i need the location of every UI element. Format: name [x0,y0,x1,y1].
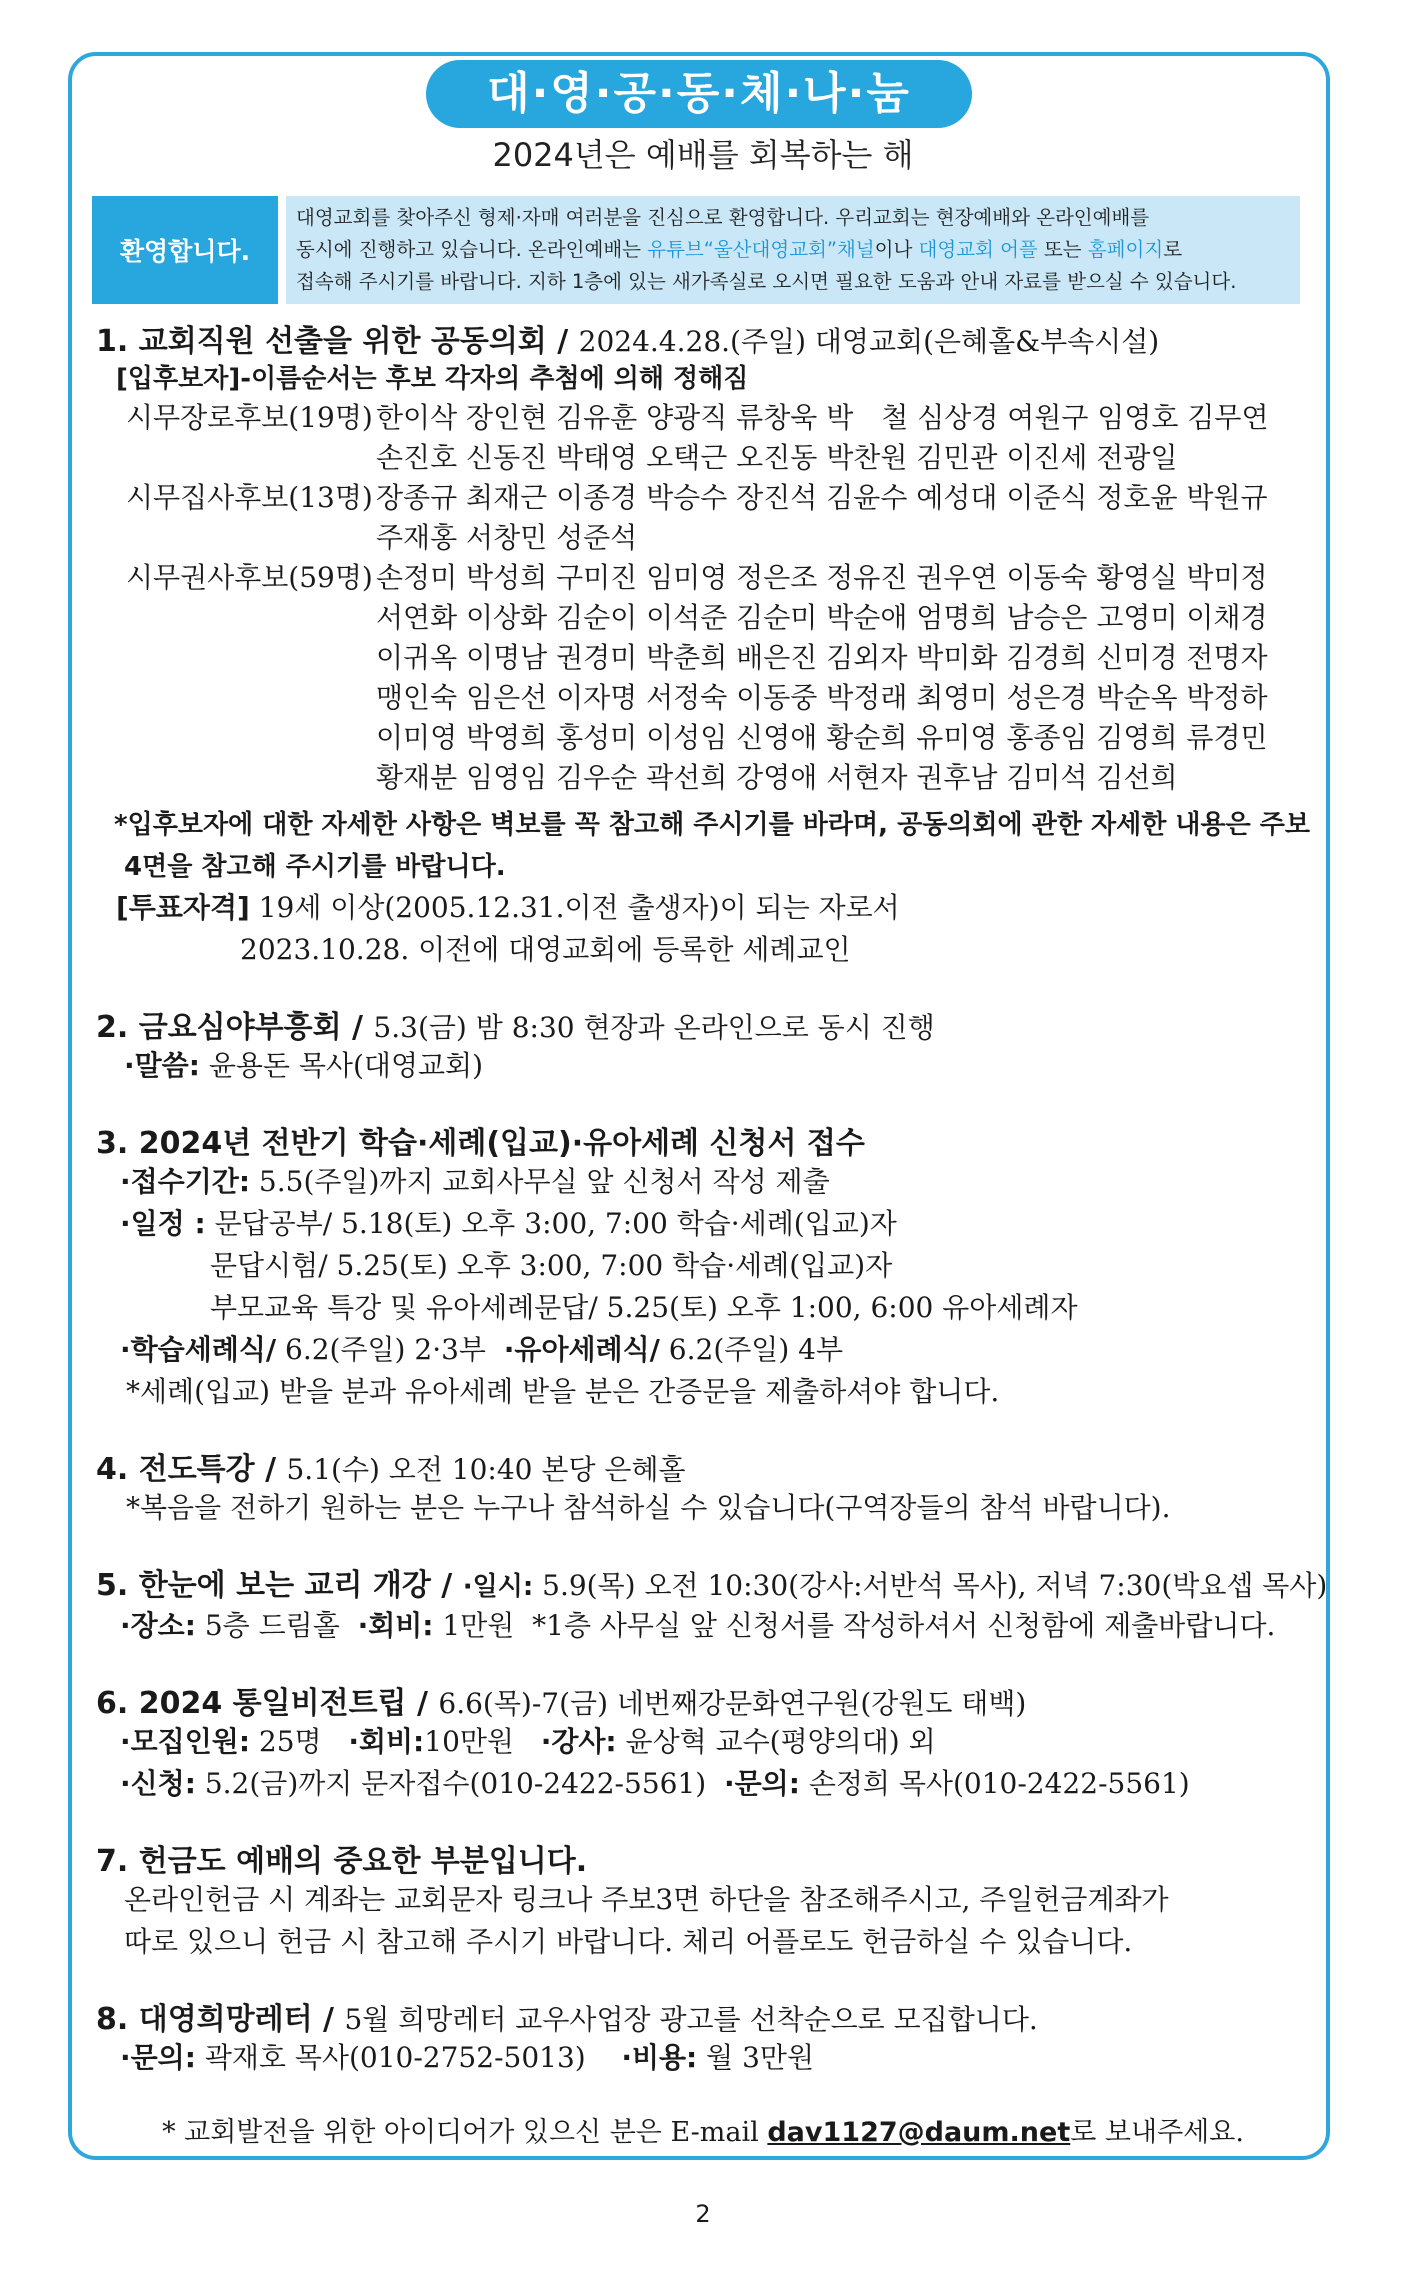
welcome-text-part: 이나 [874,238,919,261]
lecturer-text: 윤상혁 교수(평양의대) 외 [616,1725,936,1758]
schedule-label: ·일정 : [120,1207,206,1240]
section-5-place [120,1604,1275,1644]
welcome-text-part: 로 [1163,238,1183,261]
welcome-line: 대영교회를 찾아주신 형제·자매 여러분을 진심으로 환영합니다. 우리교회는 현장예배와 온라인예배를 [296,206,1150,229]
kwonsa-names-2: 서연화 이상화 김순이 이석준 김순미 박순애 엄명희 남승은 고영미 이채경 [376,601,1268,634]
speaker-name: 윤용돈 목사(대영교회) [199,1049,484,1082]
ceremony-label: ·학습세례식/ [120,1333,277,1366]
lecturer-label: ·강사: [540,1725,617,1758]
section-3-note: *세례(입교) 받을 분과 유아세례 받을 분은 간증문을 제출하셔야 합니다. [126,1375,1000,1408]
section-4-title [96,1444,686,1488]
section-6-heading: 6. 2024 통일비전트립 / [96,1686,439,1721]
page-title: 대·영·공·동·체·나·눔 [426,60,972,128]
apply-text: 5.2(금)까지 문자접수(010-2422-5561) [195,1767,707,1800]
contact-text: 곽재호 목사(010-2752-5013) [195,2041,586,2074]
vote-text-2: 2023.10.28. 이전에 대영교회에 등록한 세례교인 [240,933,851,966]
welcome-text-part: 또는 [1037,238,1088,261]
section-7-line-1: 온라인헌금 시 계좌는 교회문자 링크나 주보3면 하단을 참조해주시고, 주일헌금계좌가 [124,1883,1169,1916]
section-3-title: 3. 2024년 전반기 학습·세례(입교)·유아세례 신청서 접수 [96,1126,865,1161]
welcome-line: 접속해 주시기를 바랍니다. 지하 1층에 있는 새가족실로 오시면 필요한 도움과 안내 자료를 받으실 수 있습니다. [296,270,1237,293]
section-8-contact [120,2036,814,2076]
welcome-text-part: 동시에 진행하고 있습니다. 온라인예배는 [296,238,648,261]
section-3-schedule-1 [120,1202,897,1242]
vote-text-1: 19세 이상(2005.12.31.이전 출생자)이 되는 자로서 [249,891,900,924]
welcome-label: 환영합니다. [92,196,278,304]
deacon-label: 시무집사후보(13명) [126,481,373,514]
place-text: 5층 드림홀 [195,1609,340,1642]
contact-label: ·문의: [724,1767,800,1800]
page-number: 2 [695,2200,711,2228]
vote-qualification [116,886,900,926]
section-7-title: 7. 헌금도 예배의 중요한 부분입니다. [96,1844,588,1879]
youtube-channel-link[interactable]: 유튜브“울산대영교회”채널 [647,238,875,261]
schedule-text-1: 문답공부/ 5.18(토) 오후 3:00, 7:00 학습·세례(입교)자 [205,1207,897,1240]
footer-text: * 교회발전을 위한 아이디어가 있으신 분은 E-mail [162,2117,768,2148]
recruit-text: 25명 [250,1725,322,1758]
vote-label: [투표자격] [116,891,250,924]
section-2-heading: 2. 금요심야부흥회 / [96,1010,374,1045]
deacon-names-1: 장종규 최재근 이종경 박승수 장진석 김윤수 예성대 이준식 정호윤 박원규 [376,481,1268,514]
section-2-date: 5.3(금) 밤 8:30 현장과 온라인으로 동시 진행 [373,1011,935,1044]
welcome-box [92,196,1300,304]
section-4-note: *복음을 전하기 원하는 분은 누구나 참석하실 수 있습니다(구역장들의 참석 바랍니다). [126,1491,1171,1524]
email-link[interactable]: dav1127@daum.net [767,2117,1071,2148]
section-1-date: 2024.4.28.(주일) 대영교회(은혜홀&부속시설) [578,325,1160,358]
fee-text: 1만원 [433,1609,515,1642]
section-3-schedule-3: 부모교육 특강 및 유아세례문답/ 5.25(토) 오후 1:00, 6:00 유아세례자 [210,1291,1078,1324]
date-text: 5.9(목) 오전 10:30(강사:서반석 목사), 저녁 7:30(박요셉 목사) [533,1569,1328,1602]
fee-text: 10만원 [424,1725,514,1758]
period-text: 5.5(주일)까지 교회사무실 앞 신청서 작성 제출 [250,1165,830,1198]
section-1-heading: 1. 교회직원 선출을 위한 공동의회 / [96,324,579,359]
section-3-ceremony [120,1328,843,1368]
cost-text: 월 3만원 [697,2041,815,2074]
contact-label: ·문의: [120,2041,196,2074]
welcome-line [296,234,1290,266]
section-6-details [120,1720,936,1760]
deacon-names-2: 주재홍 서창민 성준석 [376,521,638,554]
section-8-heading: 8. 대영희망레터 / [96,2002,345,2037]
recruit-label: ·모집인원: [120,1725,251,1758]
fee-label: ·회비: [348,1725,425,1758]
kwonsa-names-1: 손정미 박성희 구미진 임미영 정은조 정유진 권우연 이동숙 황영실 박미정 [376,561,1268,594]
section-2-speaker [124,1044,483,1084]
period-label: ·접수기간: [120,1165,251,1198]
section-6-apply [120,1762,1190,1802]
section-1-title [96,316,1159,360]
section-4-date: 5.1(수) 오전 10:40 본당 은혜홀 [286,1453,686,1486]
date-label: ·일시: [462,1572,534,1602]
elder-label: 시무장로후보(19명) [126,401,373,434]
fee-label: ·회비: [357,1609,434,1642]
section-3-schedule-2: 문답시험/ 5.25(토) 오후 3:00, 7:00 학습·세례(입교)자 [210,1249,893,1282]
section-6-date: 6.6(목)-7(금) 네번째강문화연구원(강원도 태백) [438,1687,1027,1720]
section-3-period [120,1160,830,1200]
kwonsa-names-4: 맹인숙 임은선 이자명 서정숙 이동중 박정래 최영미 성은경 박순옥 박정하 [376,681,1268,714]
section-8-title [96,1994,1038,2038]
section-2-title [96,1002,935,1046]
section-4-heading: 4. 전도특강 / [96,1452,287,1487]
section-5-date [463,1569,1328,1602]
page-subtitle: 2024년은 예배를 회복하는 해 [492,136,914,174]
section-5-note: *1층 사무실 앞 신청서를 작성하셔서 신청함에 제출바랍니다. [532,1609,1276,1642]
elder-names-1: 한이삭 장인현 김유훈 양광직 류창욱 박 철 심상경 여원구 임영호 김무연 [376,401,1269,434]
candidates-notice-2: 4면을 참고해 주시기를 바랍니다. [124,852,506,882]
footer-note [0,2110,1406,2149]
kwonsa-names-5: 이미영 박영희 홍성미 이성임 신영애 황순희 유미영 홍종임 김영희 류경민 [376,721,1268,754]
section-8-text: 5월 희망레터 교우사업장 광고를 선착순으로 모집합니다. [344,2003,1038,2036]
homepage-link[interactable]: 홈페이지 [1087,238,1164,261]
kwonsa-label: 시무권사후보(59명) [126,561,373,594]
kwonsa-names-6: 황재분 임영임 김우순 곽선희 강영애 서현자 권후남 김미석 김선희 [376,761,1178,794]
apply-label: ·신청: [120,1767,196,1800]
welcome-text [286,196,1300,304]
church-app-link[interactable]: 대영교회 어플 [918,238,1038,261]
section-5-title [96,1560,1327,1604]
cost-label: ·비용: [621,2041,698,2074]
place-label: ·장소: [120,1609,196,1642]
footer-text: 로 보내주세요. [1070,2117,1244,2148]
infant-label: ·유아세례식/ [503,1333,660,1366]
ceremony-text: 6.2(주일) 2·3부 [276,1333,486,1366]
section-6-title [96,1678,1026,1722]
kwonsa-names-3: 이귀옥 이명남 권경미 박춘희 배은진 김외자 박미화 김경희 신미경 전명자 [376,641,1268,674]
section-5-heading: 5. 한눈에 보는 교리 개강 / [96,1568,463,1603]
section-7-line-2: 따로 있으니 헌금 시 참고해 주시기 바랍니다. 체리 어플로도 헌금하실 수 있습니다. [124,1925,1133,1958]
speaker-label: ·말씀: [124,1049,200,1082]
infant-text: 6.2(주일) 4부 [659,1333,844,1366]
contact-text: 손정희 목사(010-2422-5561) [799,1767,1190,1800]
candidates-note: [입후보자]-이름순서는 후보 각자의 추첨에 의해 정해짐 [116,364,749,394]
elder-names-2: 손진호 신동진 박태영 오택근 오진동 박찬원 김민관 이진세 전광일 [376,441,1178,474]
candidates-notice-1: *입후보자에 대한 자세한 사항은 벽보를 꼭 참고해 주시기를 바라며, 공동의회에 관한 자세한 내용은 주보 [114,810,1311,840]
